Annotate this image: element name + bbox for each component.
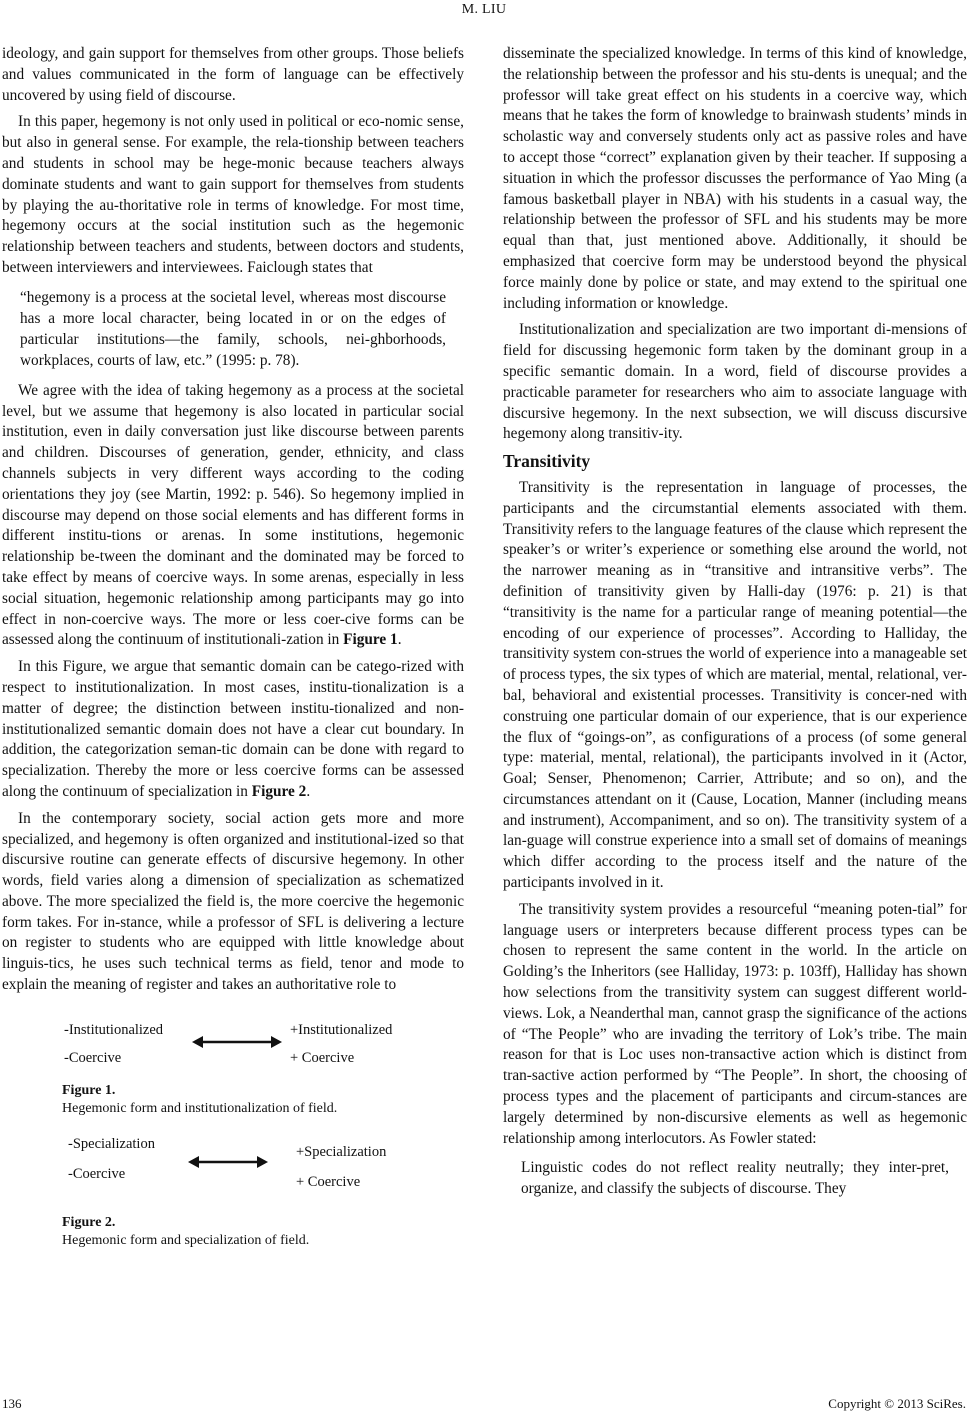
section-heading-transitivity: Transitivity: [503, 451, 591, 472]
figure-2-reference: Figure 2: [251, 782, 307, 800]
right-paragraph-1: disseminate the specialized knowledge. In terms of this kind of knowledge, the relationship between the professor and his stu-dents is unequal; and the professor will take great effect on his students in a coercive way, which means that he takes the form of knowledge to brainwash students’ minds in scholastic way and conversely students only act as passive roles and have to accept those “correct” explanation given by their teacher. If supposing a situation in which the professor discusses the performance of Yao Ming (a famous basketball player in NBA) with his students in a casual way, the relationship between the professor of SFL and his students may be more equal than that, just mentioned above. Additionally, it should be emphasized that coercive form may be understood beyond the physical force mainly done by police or state, and may extend to the spiritual one including information or knowledge.: [503, 45, 967, 312]
figure-1-left-bottom-label: -Coercive: [64, 1049, 122, 1066]
double-arrow-icon: [188, 1154, 268, 1170]
paragraph-text: We agree with the idea of taking hegemony as a process at the societal level, but we assume that hegemony is also located in particular social institution, even in daily conversation just like discourse between parents and children. Discourses of generation, gender, ethnicity, and class channels subjects in very different ways according to the coding orientations they joy (see Martin, 1992: p. 546). So hegemony implied in discourse may depend on those social elements and has different forms in different institu-tions or arenas. In some institutions, hegemonic relationship be-tween the dominant and the dominated may be forced to take effect by means of coercive ways. In some arenas, especially in less social situation, hegemonic relationship among participants may go into effect in non-coercive ways. The more or less coer-cive forms can be assessed along the continuum of institutionali-zation in: [2, 381, 464, 649]
copyright-notice: Copyright © 2013 SciRes.: [828, 1396, 966, 1411]
block-quote-fowler: Linguistic codes do not reflect reality neutrally; they inter-pret, organize, and classify the subjects of discourse. They: [521, 1159, 949, 1198]
left-paragraph-5: In the contemporary society, social action gets more and more specialized, and hegemony is often organized and institutional-ized so that discursive routine can generate effects of discursive hegemony. In other words, field varies along a dimension of specialization as schematized above. The more specialized the field is, the more coercive the hegemonic form takes. For in-stance, while a professor of SFL is delivering a lecture on register to students who are equipped with little knowledge about linguis-tics, he uses such technical terms as field, tenor and mode to explain the meaning of register and takes an authoritative role to: [2, 809, 464, 994]
left-paragraph-1: ideology, and gain support for themselves from other groups. Those beliefs and values communicated in the form of language can be effectively uncovered by using field of discourse.: [2, 45, 464, 104]
figure-2: [2, 1134, 464, 1254]
figure-2-caption-title: Figure 2.: [62, 1214, 116, 1230]
double-arrow-icon: [192, 1034, 282, 1050]
figure-1: [2, 1020, 464, 1116]
block-quote-fairclough: “hegemony is a process at the societal level, whereas most discourse has a more local character, being located in or on the edges of particular institutions—the family, schools, nei-ghborhoods, workplaces, courts of law, etc.” (1995: p. 78).: [20, 288, 446, 369]
left-paragraph-3: [2, 381, 464, 651]
left-paragraph-2: In this paper, hegemony is not only used in political or eco-nomic sense, but also in general sense. For example, the rela-tionship between teachers and students in school may be hege-monic because teachers always dominate students and want to gain support for themselves from students by playing the au-thoritative role in terms of knowledge. For most time, hegemony occurs at the social institution such as the hegemonic relationship between teachers and students, between doctors and students, between interviewers and interviewees. Faiclough states that: [2, 113, 464, 276]
figure-2-left-top-label: -Specialization: [68, 1135, 155, 1152]
figure-2-right-top-label: +Specialization: [296, 1143, 387, 1160]
right-paragraph-2: Institutionalization and specialization are two important di-mensions of field for discussing hegemonic form taken by the dominant group in a specific semantic domain. In a word, field of discourse provides a practicable parameter for researchers who aim to associate language with discursive hegemony. In the next subsection, we will discuss discursive hegemony along transitiv-ity.: [503, 321, 967, 443]
figure-2-caption-text: Hegemonic form and specialization of field.: [62, 1232, 310, 1248]
figure-2-caption: [62, 1214, 309, 1250]
figure-1-left-top-label: -Institutionalized: [64, 1021, 164, 1038]
paragraph-text: In this Figure, we argue that semantic domain can be catego-rized with respect to institutionalization. In most cases, institu-tionalization is a matter of degree; the distinction between institu-tionalized and non-institutionalized semantic domain does not have a clear cut boundary. In addition, the categorization seman-tic domain can be done with regard to specialization. Thereby the more or less coercive forms can be assessed along the continuum of specialization in: [2, 658, 464, 800]
right-paragraph-3: Transitivity is the representation in language of processes, the participants and the circumstantial elements associated with them. Transitivity refers to the language features of the clause which represent the speaker’s or writer’s experience or something else around the world, not the narrower meaning as in “transitive and intransitive verbs”. The definition of transitivity given by Halli-day (1976: p. 21) is that “transitivity is the name for a particular range of meaning potential—the encoding of our experience of processes”. According to Halliday, the transitivity system con-strues the world of experience into a manageable set of process types, the six types of which are material, mental, relational, ver-bal, behavioral and existential processes. Transitivity is concer-ned with construing one particular domain of our experience, that is our experience the flux of “goings-on”, as configurations of a process (of some general type: material, mental, relational), the participants involved in it (Actor, Goal; Senser, Phenomenon; Carrier, Attribute; and so on), and the circumstances attendant on it (Cause, Location, Manner (including means and instrument), Accompaniment, and so on). The transitivity system of a lan-guage will construe experience into a small set of domains of meanings which differ according to the process itself and the nature of the participants involved in it.: [503, 478, 967, 892]
right-column: [503, 44, 967, 1209]
left-column: [2, 44, 464, 1254]
figure-1-caption-title: Figure 1.: [62, 1082, 116, 1098]
right-paragraph-4: The transitivity system provides a resourceful “meaning poten-tial” for language users or interpreters because different process types can be chosen to represent the same content in the world. In the article on Golding’s the Inheritors (see Halliday, 1973: p. 103ff), Halliday has shown how selections from the transitivity system can suggest different world-views. Lok, a Neanderthal man, cannot grasp the significance of the actions of “The People” who are invading the territory of Lok’s tribe. The main reason for that is Loc uses non-transactive action which is distinct from tran-sactive action performed by “The People”. In short, the choosing of process types and the placement of participants and circum-stances are largely determined by non-discursive elements as well as hegemonic relationship among interlocutors. As Fowler stated:: [503, 900, 967, 1147]
figure-1-right-top-label: +Institutionalized: [290, 1021, 393, 1038]
period: .: [397, 631, 402, 649]
left-paragraph-4: [2, 657, 464, 803]
figure-2-left-bottom-label: -Coercive: [68, 1165, 126, 1182]
figure-1-caption-text: Hegemonic form and institutionalization of field.: [62, 1100, 338, 1116]
page-number: 136: [2, 1396, 22, 1411]
figure-1-right-bottom-label: + Coercive: [290, 1049, 355, 1066]
period: .: [306, 782, 311, 800]
figure-1-caption: [62, 1082, 337, 1118]
figure-2-right-bottom-label: + Coercive: [296, 1173, 361, 1190]
running-head: M. LIU: [461, 2, 507, 17]
figure-1-reference: Figure 1: [343, 631, 398, 649]
